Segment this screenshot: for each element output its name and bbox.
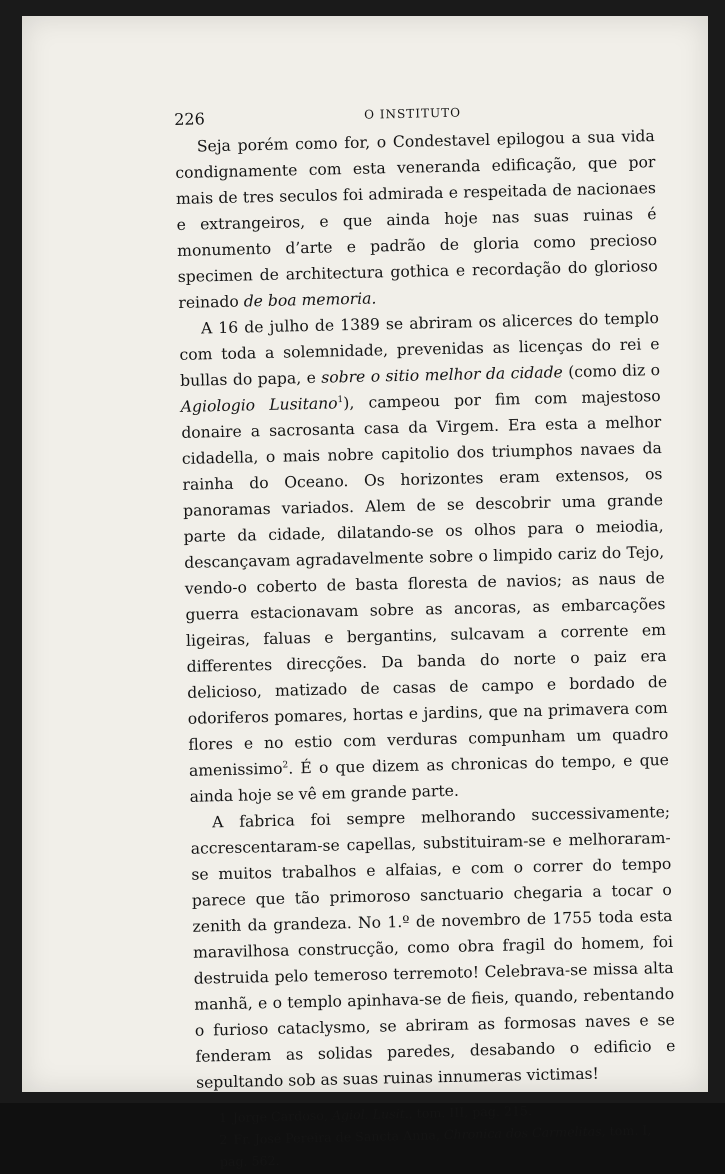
footnote-ref-2: 2	[282, 760, 289, 771]
footnotes	[197, 1097, 678, 1174]
footnote-2: 2 Fr. José Pereira de Sancta Anna, Chronica dos Carmelitas, tom. I, pag. 562.	[219, 1122, 652, 1170]
book-page	[22, 16, 708, 1170]
journal-title: O INSTITUTO	[363, 105, 462, 122]
paragraph-2: A 16 de julho de 1389 se abriram os alicerces do templo com toda a solemnidade, prevenidas as licenças do rei e bullas do papa, e sobre o sitio melhor da cidade (como diz o Agiologio Lusitano$^1$), campeou por fim com majestoso donaire a sacrosanta casa da Virgem. Era esta a melhor cidadella, o mais nobre capitolio dos triumphos navaes da rainha do Oceano. Os horizontes eram extensos, os panoramas variados. Alem de se descobrir uma grande parte da cidade, dilatando-se os olhos para o meiodia, descançavam agradavelmente sobre o limpido cariz do Tejo, vendo-o coberto de basta floresta de navios; as naus de guerra estacionavam sobre as ancoras, as embarcações ligeiras, faluas e bergantins, sulcavam a corrente em differentes direcções. Da banda do norte o paiz era delicioso, matizado de casas de campo e bordado de odoriferos pomares, hortas e jardins, que na primavera com flores e no estio com verduras compunham um quadro amenissimo$^2$. É o que dizem as chronicas do tempo, e que ainda hoje se vê em grande parte.	[179, 309, 670, 806]
italic-title: Agiologio Lusitano	[180, 394, 338, 416]
footnote-1: 1 Jorge Cardoso, Agiol. Lusit., tom. III, pag. 215.	[197, 1097, 677, 1130]
paragraph-3: A fabrica foi sempre melhorando successivamente; accrescentaram-se capellas, substituiram-se e melhoraram-se muitos trabalhos e alfaias, e com o correr do tempo parece que tão primoroso sanctuario chegaria a tocar o zenith da grandeza. No 1.º de novembro de 1755 toda esta maravilhosa construcção, como obra fragil do homem, foi destruida pelo temeroso terremoto! Celebrava-se missa alta manhã, e o templo apinhava-se de fieis, quando, rebentando o furioso cataclysmo, se abriram as formosas naves e se fenderam as solidas paredes, desabando o edificio e sepultando sob as suas ruinas innumeras victimas!	[190, 802, 676, 1092]
paragraph-1: Seja porém como for, o Condestavel epilogou a sua vida condignamente com esta veneranda edificação, que por mais de tres seculos foi admirada e respeitada de nacionaes e extrangeiros, e que ainda hoje nas suas ruinas é monumento d’arte e padrão de gloria como precioso specimen de architectura gothica e recordação do glorioso reinado de boa memoria.	[175, 127, 658, 312]
footnote-ref-1: 1	[337, 395, 344, 406]
text-block	[174, 99, 678, 1174]
italic-phrase: sobre o sitio melhor da cidade	[321, 363, 564, 387]
body-text	[175, 123, 677, 1096]
footnote-number: 2	[219, 1132, 228, 1148]
footnote-number: 1	[218, 1110, 228, 1126]
page-number: 226	[174, 109, 205, 129]
italic-phrase: de boa memoria.	[243, 289, 377, 311]
